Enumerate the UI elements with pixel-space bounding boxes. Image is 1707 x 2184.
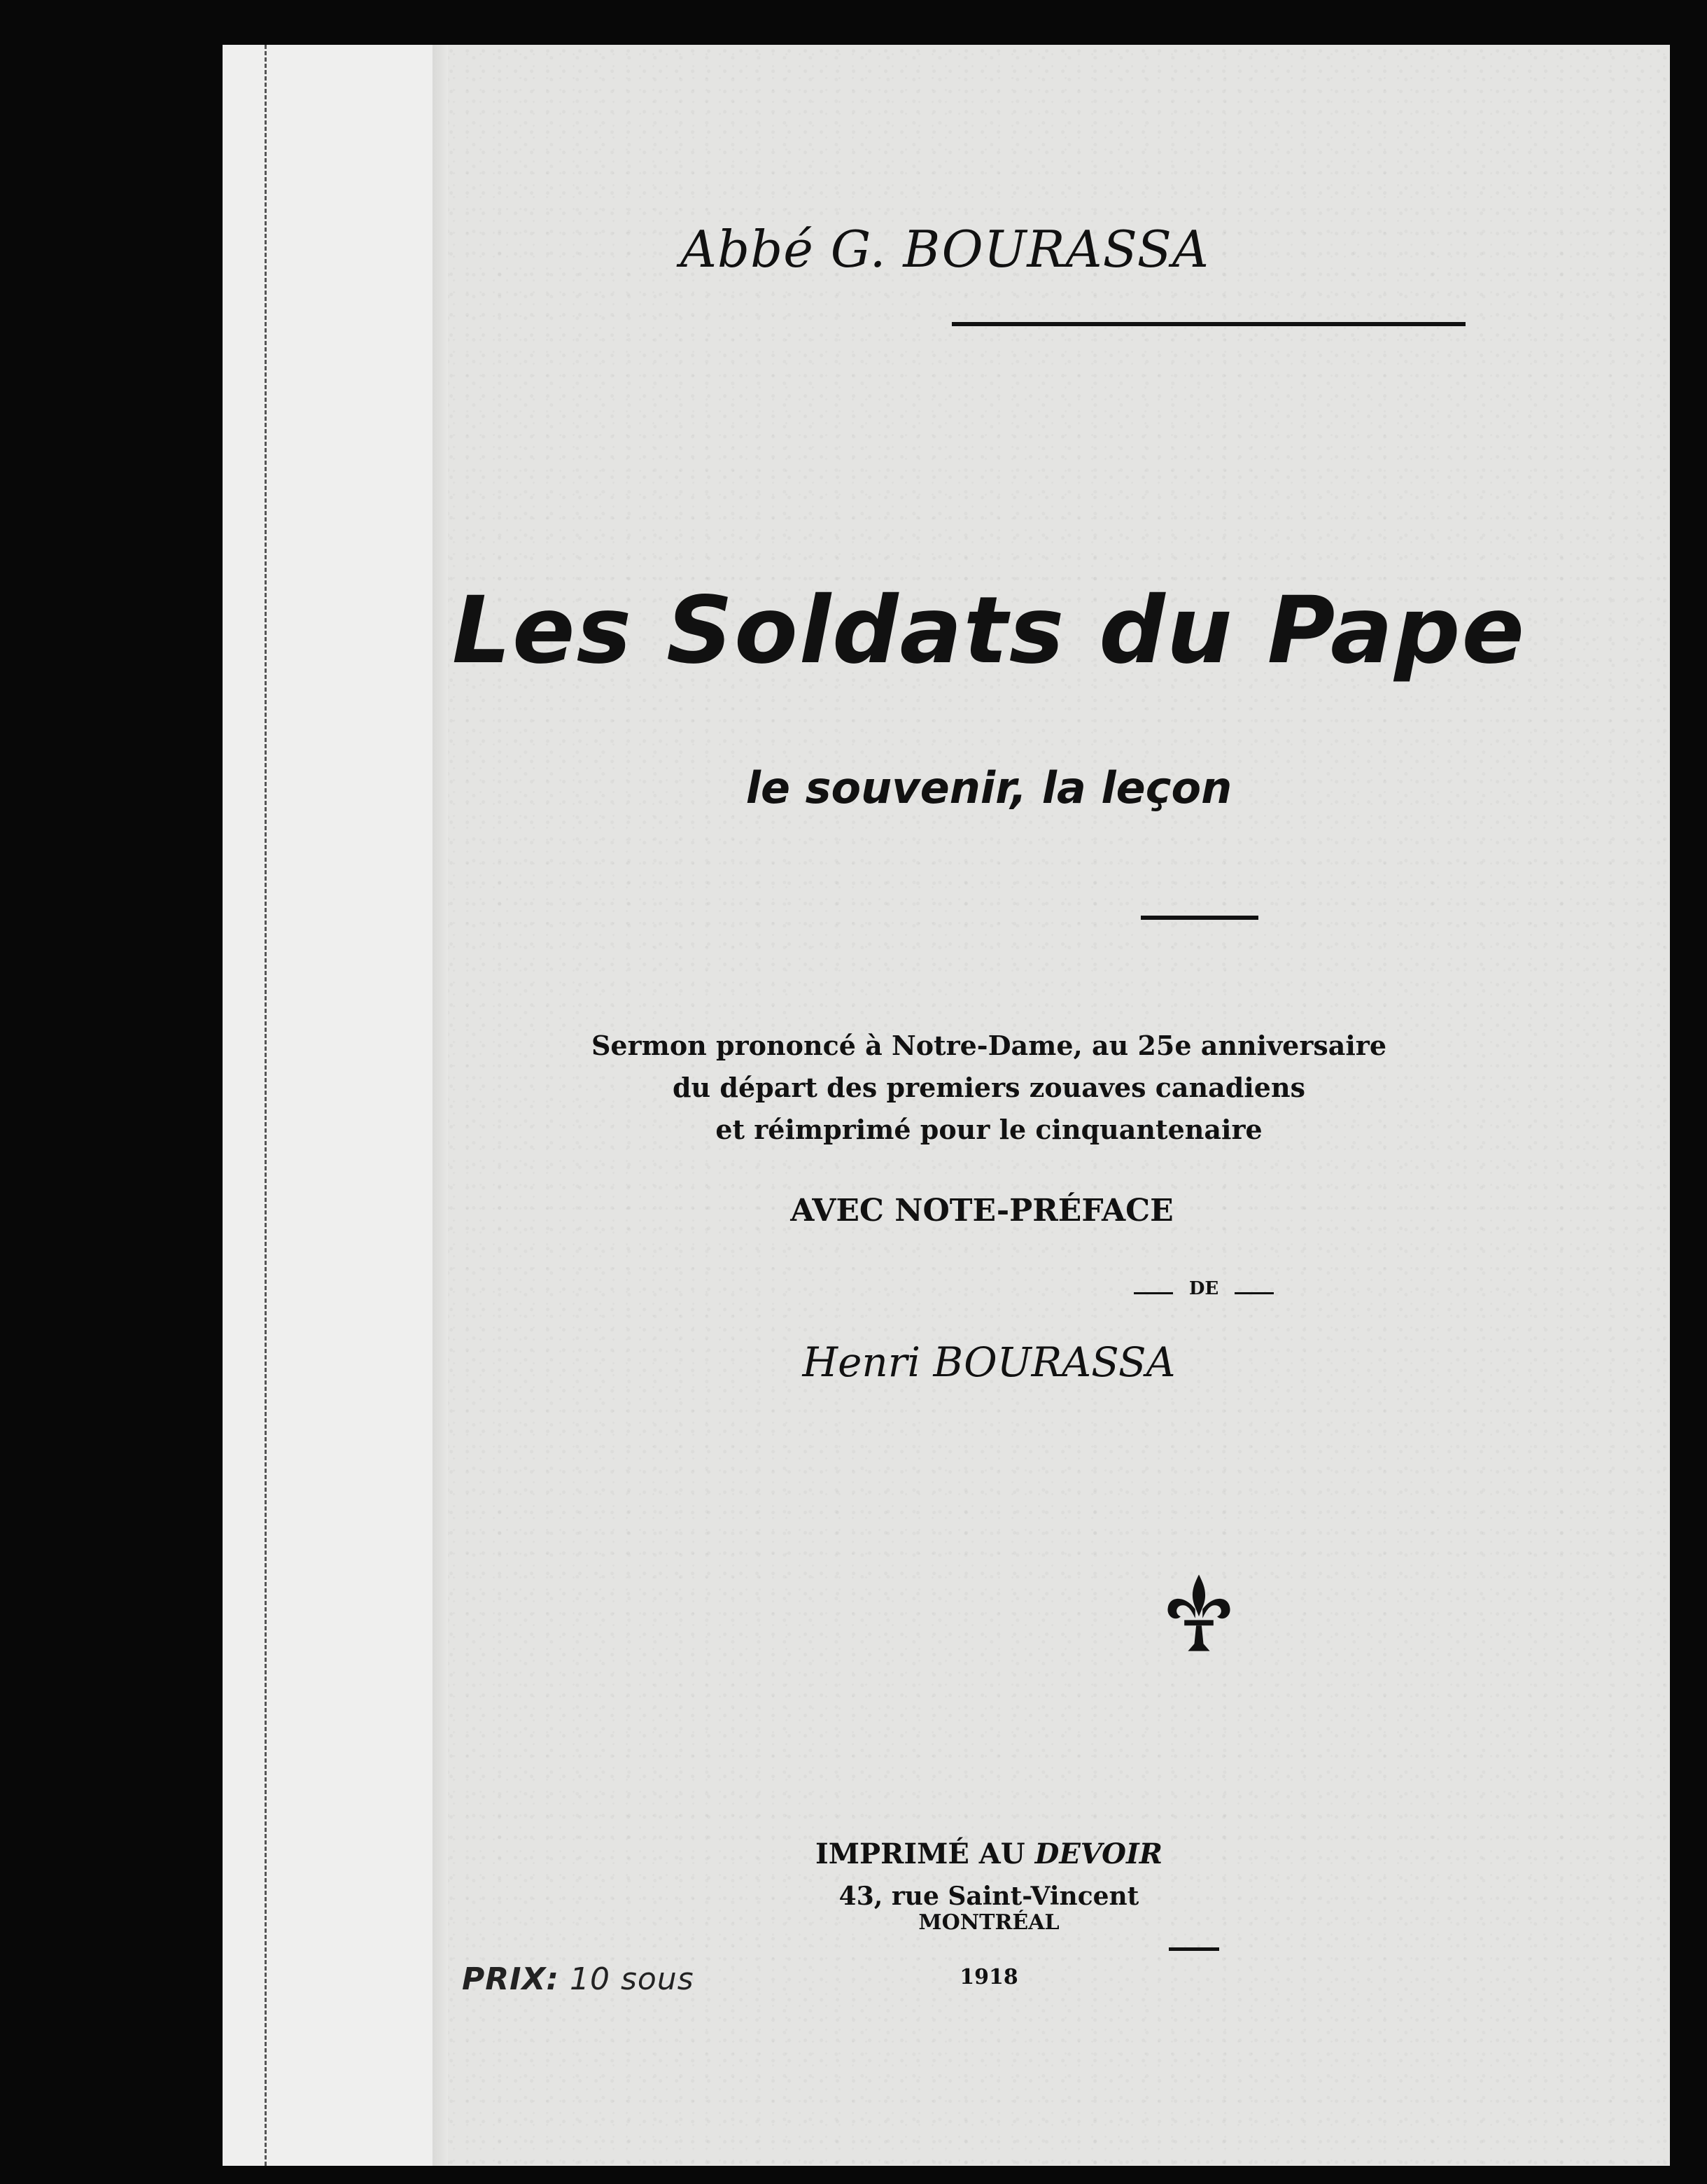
preface-author: Henri BOURASSA (802, 1338, 1176, 1386)
sermon-line: et réimprimé pour le cinquantenaire (715, 1114, 1263, 1145)
cover-content (448, 45, 1670, 2166)
sermon-description (378, 1025, 1600, 1151)
de-label: DE (1188, 1278, 1219, 1299)
dash-left (1134, 1292, 1173, 1294)
section-divider (1141, 916, 1258, 920)
fleur-de-lis-icon (1153, 1567, 1244, 1658)
city-underline (1169, 1947, 1219, 1951)
dash-right (1235, 1292, 1274, 1294)
sermon-line: Sermon prononcé à Notre-Dame, au 25e anniversaire (591, 1030, 1386, 1061)
preface-label: AVEC NOTE-PRÉFACE (790, 1193, 1174, 1228)
price-value: 10 sous (570, 1961, 694, 1997)
book-title: Les Soldats du Pape (451, 577, 1526, 685)
cover-page (223, 45, 1670, 2166)
publication-year: 1918 (960, 1965, 1018, 1989)
printer-city: MONTRÉAL (918, 1910, 1060, 1935)
binding-fold-line (265, 45, 267, 2166)
author-underline (952, 322, 1466, 326)
printer-address: 43, rue Saint-Vincent (838, 1882, 1139, 1911)
sermon-line: du départ des premiers zouaves canadiens (672, 1072, 1306, 1103)
printer-line (378, 1833, 1600, 1875)
printer-name: DEVOIR (1034, 1837, 1162, 1870)
book-subtitle: le souvenir, la leçon (745, 762, 1232, 813)
printer-prefix: IMPRIMÉ AU (815, 1837, 1025, 1870)
de-separator (1134, 1278, 1274, 1306)
author-name: Abbé G. BOURASSA (680, 220, 1209, 279)
price-label (462, 1961, 694, 1997)
price-prefix: PRIX: (462, 1961, 560, 1997)
